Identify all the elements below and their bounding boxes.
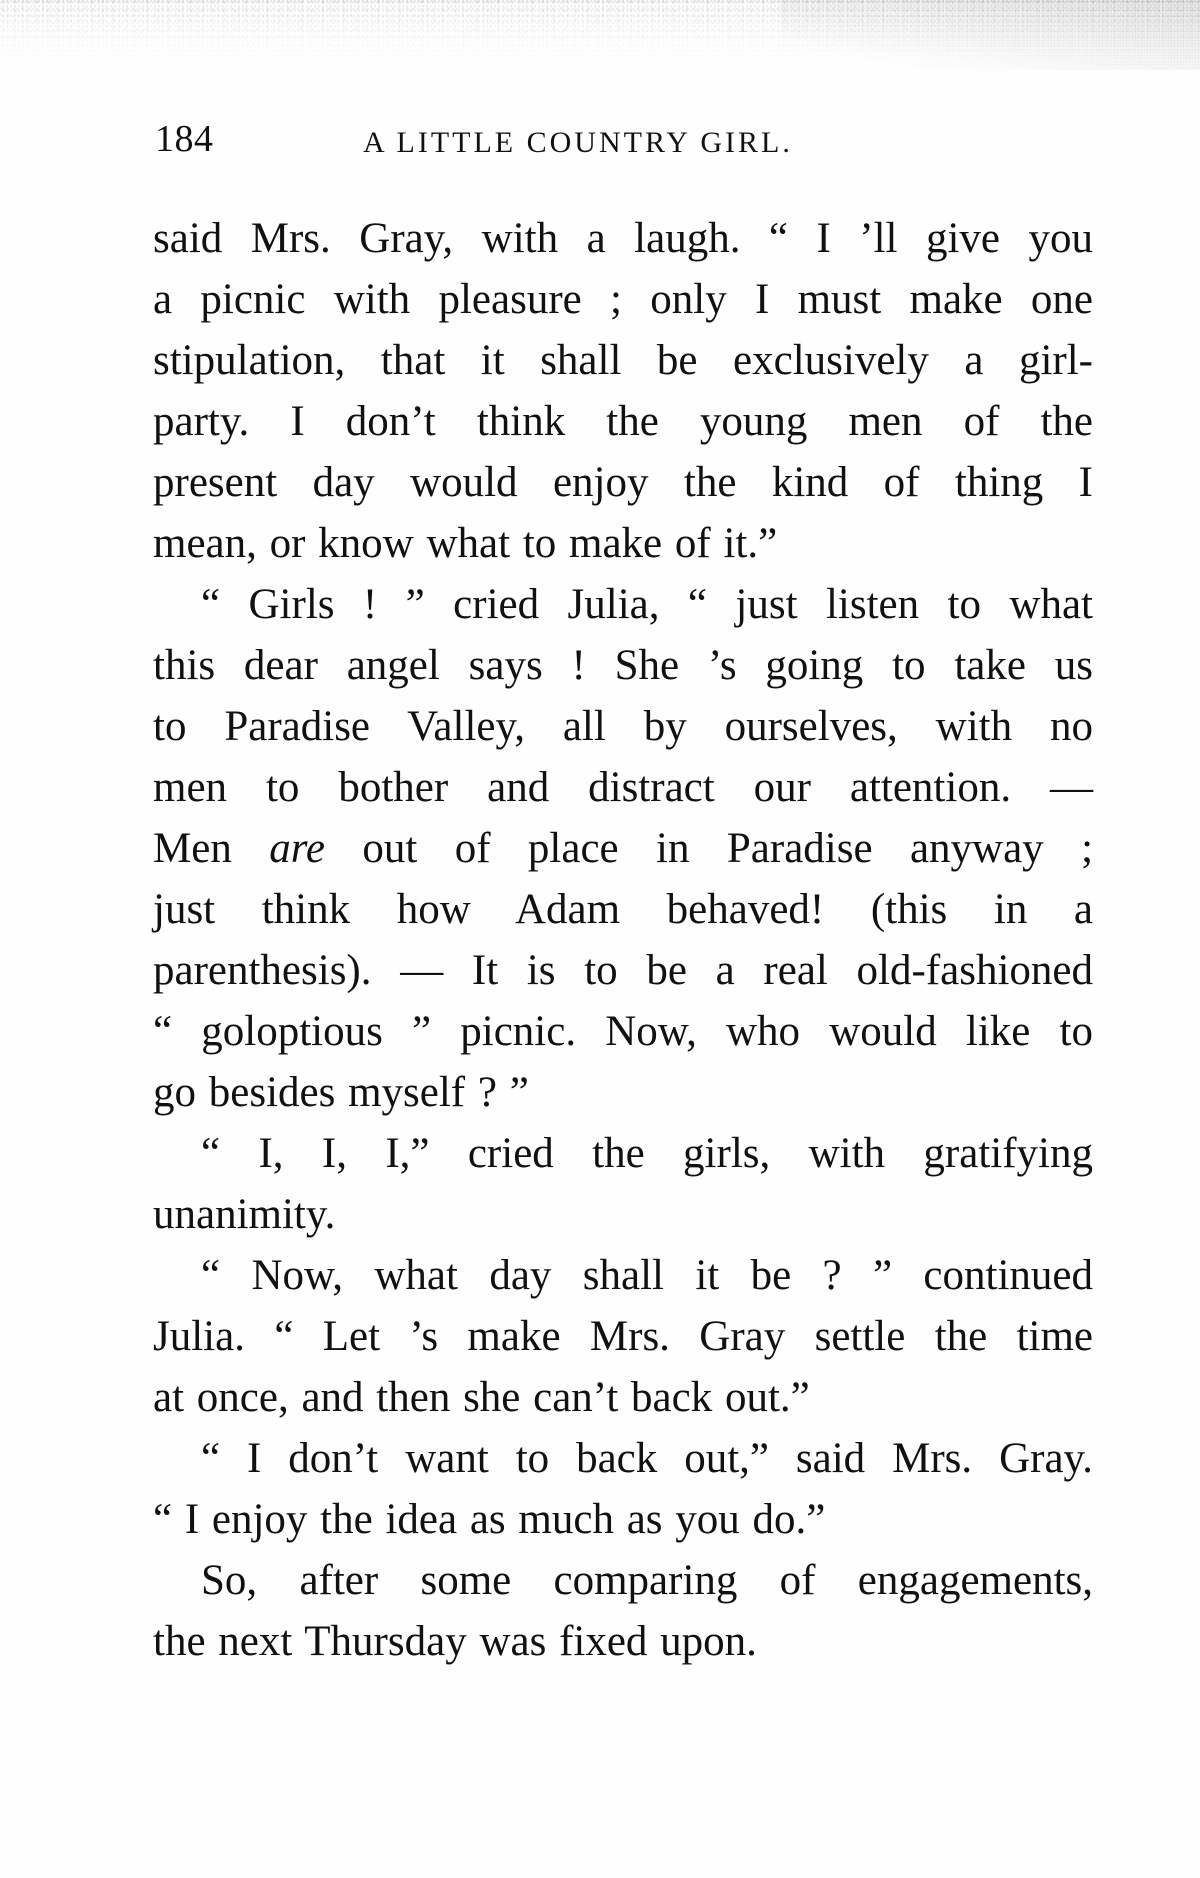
body-text — [153, 208, 1093, 1672]
text-line: stipulation, that it shall be exclusively a girl- — [153, 337, 1093, 384]
text-line: at once, and then she can’t back out.” — [153, 1374, 810, 1421]
text-line: Julia. “ Let ’s make Mrs. Gray settle the time — [153, 1313, 1093, 1360]
text-line: “ goloptious ” picnic. Now, who would like to — [153, 1008, 1093, 1055]
text-line: “ Girls ! ” cried Julia, “ just listen to what — [201, 581, 1093, 628]
page-number: 184 — [155, 118, 214, 160]
text-line: mean, or know what to make of it.” — [153, 520, 778, 567]
text-fragment: Men — [153, 825, 232, 872]
page-header — [155, 112, 1090, 166]
text-line: present day would enjoy the kind of thing I — [153, 459, 1093, 506]
text-line: “ Now, what day shall it be ? ” continued — [201, 1252, 1093, 1299]
text-line: just think how Adam behaved! (this in a — [153, 886, 1093, 933]
text-line-with-italic — [153, 818, 1093, 879]
text-line: parenthesis). — It is to be a real old-fashioned — [153, 947, 1093, 994]
text-line: unanimity. — [153, 1191, 336, 1238]
text-fragment: out of place in Paradise anyway ; — [362, 825, 1094, 872]
text-line: men to bother and distract our attention. — — [153, 764, 1093, 811]
text-line: go besides myself ? ” — [153, 1069, 529, 1116]
text-line: this dear angel says ! She ’s going to take us — [153, 642, 1093, 689]
scan-noise-corner — [780, 0, 1200, 70]
text-line: the next Thursday was fixed upon. — [153, 1618, 757, 1665]
text-line: “ I don’t want to back out,” said Mrs. Gray. — [201, 1435, 1093, 1482]
running-title: A LITTLE COUNTRY GIRL. — [363, 126, 793, 159]
text-line: a picnic with pleasure ; only I must make one — [153, 276, 1093, 323]
text-line: party. I don’t think the young men of the — [153, 398, 1093, 445]
text-line: to Paradise Valley, all by ourselves, with no — [153, 703, 1093, 750]
italic-word: are — [269, 825, 325, 872]
text-line: “ I enjoy the idea as much as you do.” — [153, 1496, 826, 1543]
text-line: said Mrs. Gray, with a laugh. “ I ’ll give you — [153, 215, 1093, 262]
text-line: “ I, I, I,” cried the girls, with gratifying — [201, 1130, 1093, 1177]
text-line: So, after some comparing of engagements, — [201, 1557, 1093, 1604]
